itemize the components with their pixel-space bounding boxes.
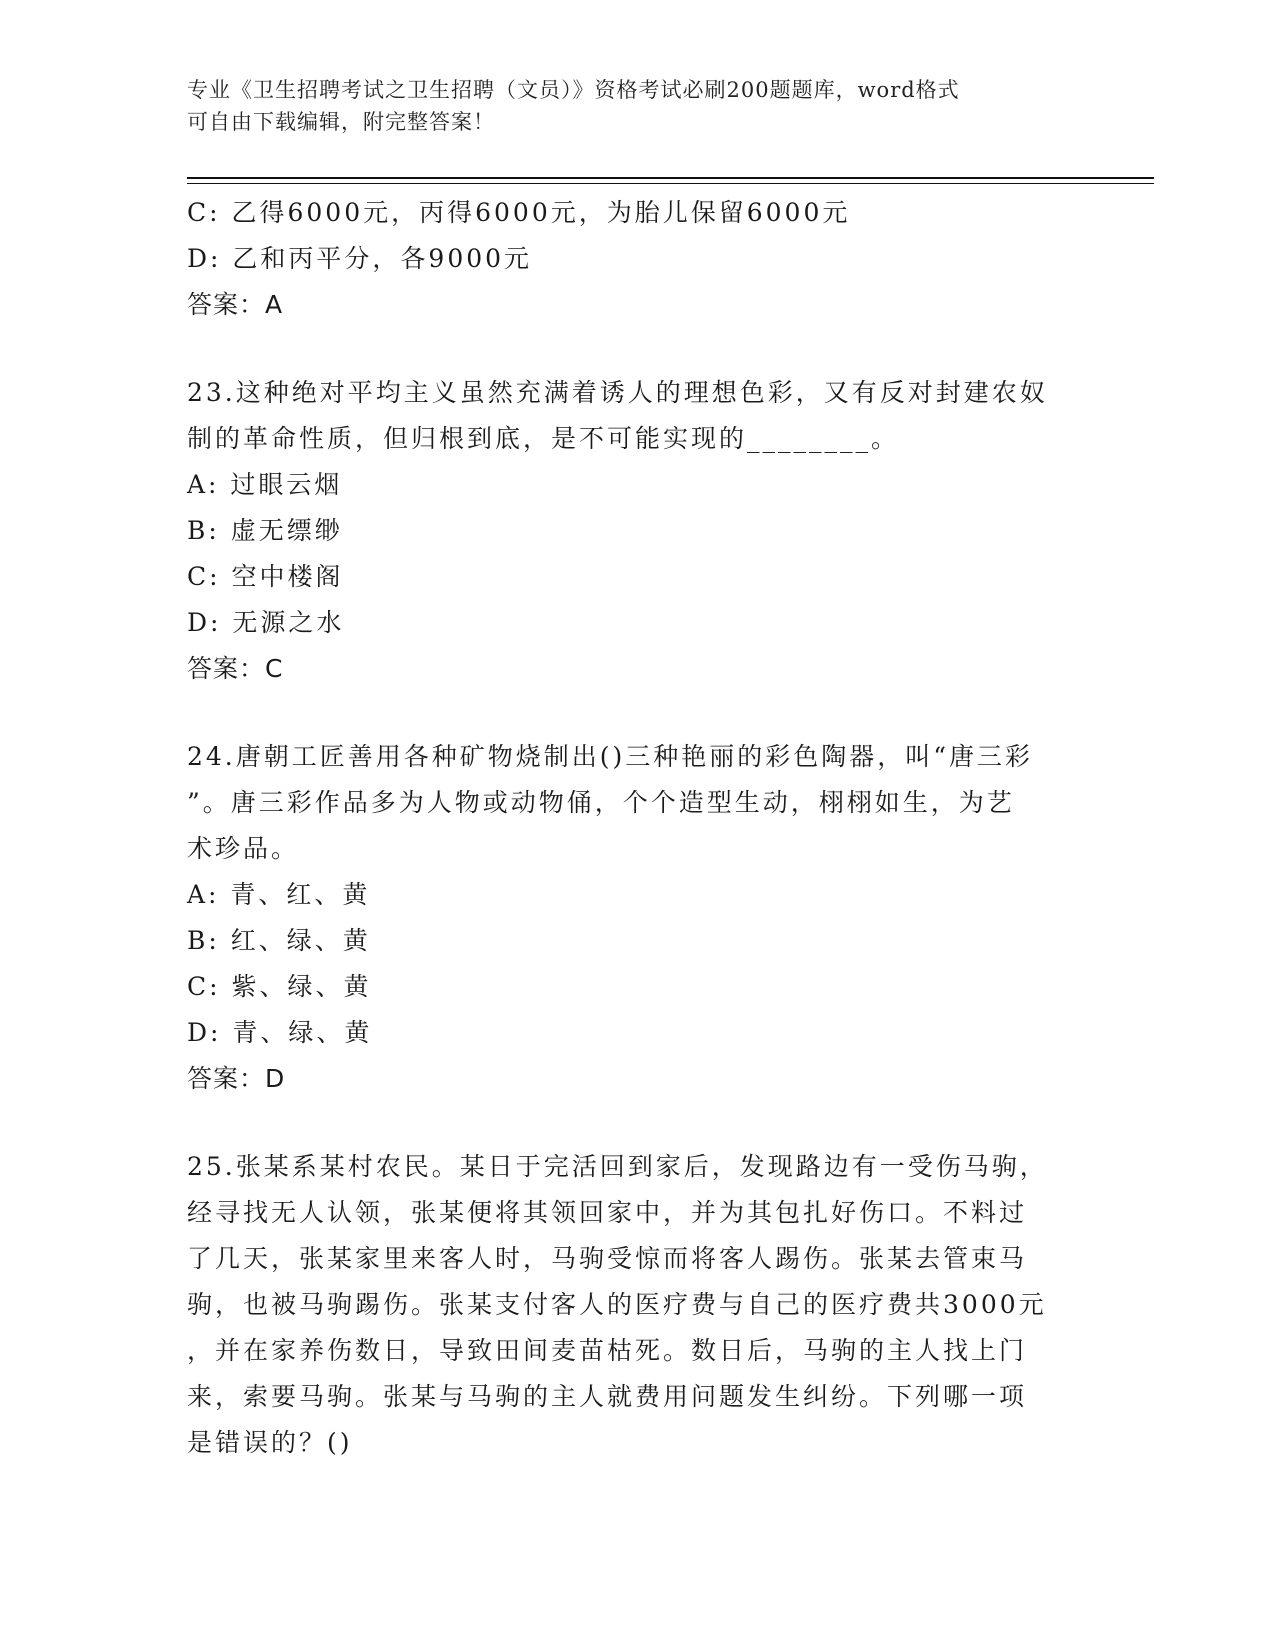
q24-option-a: A: 青、红、黄 <box>187 880 371 909</box>
q25-stem-line-5: ，并在家养伤数日，导致田间麦苗枯死。数日后，马驹的主人找上门 <box>187 1336 1028 1365</box>
q23-option-c: C: 空中楼阁 <box>187 562 344 591</box>
q23-option-d: D: 无源之水 <box>187 608 345 637</box>
q25-stem-line-6: 来，索要马驹。张某与马驹的主人就费用问题发生纠纷。下列哪一项 <box>187 1382 1028 1411</box>
header-line-2: 可自由下载编辑，附完整答案！ <box>187 110 495 134</box>
q23-stem-line-1: 23.这种绝对平均主义虽然充满着诱人的理想色彩，又有反对封建农奴 <box>187 378 1048 407</box>
q23-option-a: A: 过眼云烟 <box>187 470 343 499</box>
q25-stem-line-2: 经寻找无人认领，张某便将其领回家中，并为其包扎好伤口。不料过 <box>187 1198 1028 1227</box>
q25-stem-line-3: 了几天，张某家里来客人时，马驹受惊而将客人踢伤。张某去管束马 <box>187 1244 1028 1273</box>
q23-stem-line-2: 制的革命性质，但归根到底，是不可能实现的________。 <box>187 424 900 453</box>
q25-stem-line-1: 25.张某系某村农民。某日于完活回到家后，发现路边有一受伤马驹， <box>187 1152 1048 1181</box>
q24-stem-line-2: ”。唐三彩作品多为人物或动物俑，个个造型生动，栩栩如生，为艺 <box>187 788 1015 817</box>
q24-option-c: C: 紫、绿、黄 <box>187 972 372 1001</box>
spacer <box>187 1102 1087 1144</box>
spacer <box>187 692 1087 734</box>
question-22-tail <box>187 190 1087 328</box>
q22-answer: 答案：A <box>187 290 284 319</box>
q24-option-d: D: 青、绿、黄 <box>187 1018 373 1047</box>
question-24 <box>187 734 1087 1102</box>
q23-answer: 答案：C <box>187 654 284 683</box>
q22-option-c: C: 乙得6000元，丙得6000元，为胎儿保留6000元 <box>187 198 851 227</box>
q24-stem-line-1: 24.唐朝工匠善用各种矿物烧制出()三种艳丽的彩色陶器，叫“唐三彩 <box>187 742 1034 771</box>
q23-option-b: B: 虚无缥缈 <box>187 516 343 545</box>
question-25 <box>187 1144 1087 1466</box>
question-23 <box>187 370 1087 692</box>
q24-answer: 答案：D <box>187 1064 286 1093</box>
q24-option-b: B: 红、绿、黄 <box>187 926 371 955</box>
document-header <box>187 74 1067 138</box>
header-rule-thick <box>187 177 1154 179</box>
q25-stem-line-7: 是错误的？() <box>187 1428 353 1457</box>
question-content <box>187 190 1087 1466</box>
spacer <box>187 328 1087 370</box>
header-line-1: 专业《卫生招聘考试之卫生招聘（文员）》资格考试必刷200题题库，word格式 <box>187 78 960 102</box>
header-rule-thin <box>187 183 1154 184</box>
q25-stem-line-4: 驹，也被马驹踢伤。张某支付客人的医疗费与自己的医疗费共3000元 <box>187 1290 1047 1319</box>
q22-option-d: D: 乙和丙平分，各9000元 <box>187 244 533 273</box>
q24-stem-line-3: 术珍品。 <box>187 834 300 863</box>
